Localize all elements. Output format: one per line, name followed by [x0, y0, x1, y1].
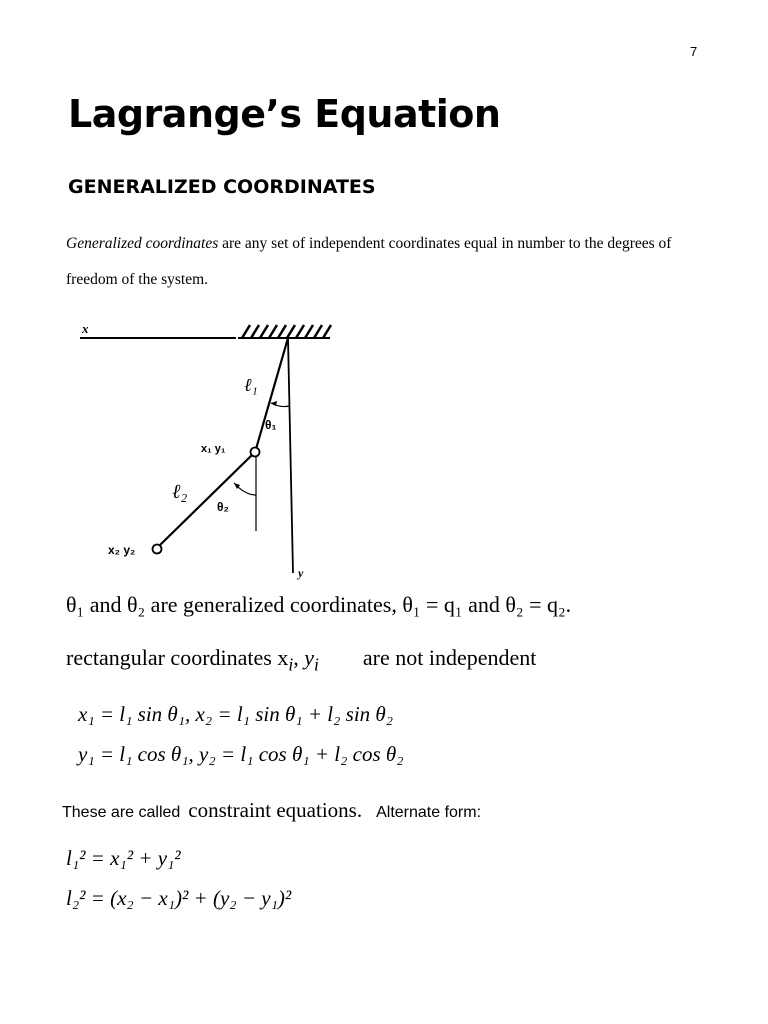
- generalized-coordinates-statement: θ₁ and θ₂ are generalized coordinates, θ₁ = q₁ and θ₂ = q₂.: [66, 592, 572, 617]
- alternate-equation-2: l₂² = (x₂ − x₁)² + (y₂ − y₁)²: [66, 886, 292, 910]
- constraint-sentence: [62, 798, 481, 823]
- constraint-term: constraint equations.: [188, 798, 363, 822]
- theta2-label: θ₂: [217, 500, 229, 514]
- l2-label: ℓ₂: [172, 481, 188, 503]
- mass1-coordinates: x₁ y₁: [201, 443, 226, 455]
- page-title: Lagrange’s Equation: [68, 92, 501, 136]
- constraint-prefix: These are called: [62, 804, 181, 821]
- x-axis-label: x: [82, 321, 89, 336]
- ceiling-support: [238, 325, 331, 338]
- rectangular-coordinates-statement: rectangular coordinates $x_i$, $y_i$ are not independent: [66, 645, 537, 675]
- mass2-coordinates: x₂ y₂: [108, 543, 136, 557]
- rectangular-text-a: rectangular coordinates x: [66, 645, 289, 670]
- page-number: 7: [690, 44, 698, 59]
- double-pendulum-diagram: [60, 305, 350, 585]
- theta1-arrowhead: [271, 401, 277, 406]
- y-axis-line: [288, 338, 293, 573]
- alternate-equation-1: l₁² = x₁² + y₁²: [66, 846, 181, 870]
- position-equation-y: y₁ = l₁ cos θ₁, y₂ = l₁ cos θ₁ + l₂ cos θ₂: [78, 742, 404, 766]
- position-equation-x: x₁ = l₁ sin θ₁, x₂ = l₁ sin θ₁ + l₂ sin θ₂: [78, 702, 394, 726]
- definition-term: Generalized coordinates: [66, 235, 219, 252]
- pendulum-mass-2: [153, 545, 162, 554]
- theta1-label: θ₁: [265, 418, 277, 432]
- constraint-suffix: Alternate form:: [376, 804, 482, 821]
- definition-paragraph: [66, 226, 706, 298]
- section-heading: GENERALIZED COORDINATES: [68, 176, 376, 198]
- pendulum-rod-1: [256, 338, 288, 449]
- l1-label: ℓ₁: [244, 375, 258, 395]
- rectangular-text-b: are not independent: [362, 645, 537, 670]
- definition-text: are any set of independent coordinates equal in number to the degrees of freedom of the system.: [66, 235, 672, 288]
- y-axis-label: y: [298, 566, 304, 580]
